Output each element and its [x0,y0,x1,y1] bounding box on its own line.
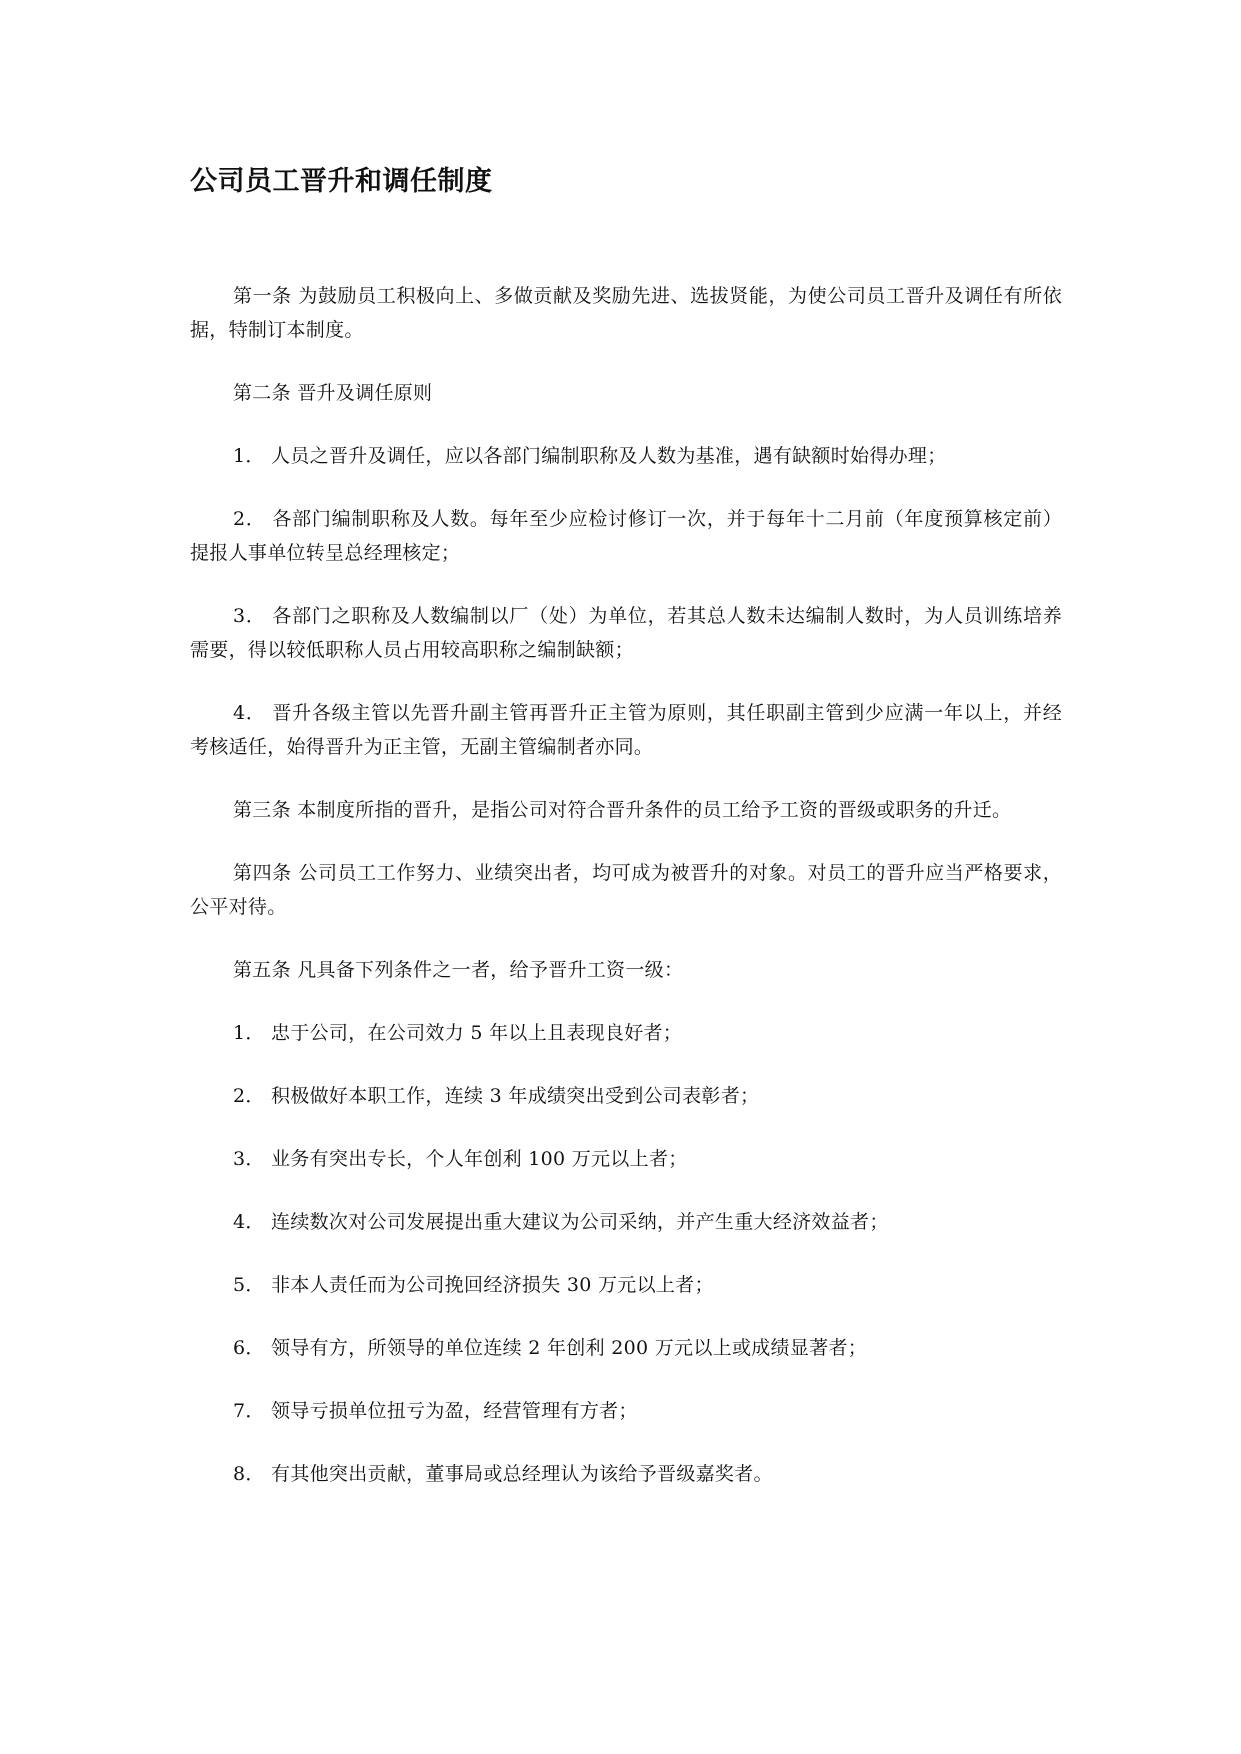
article-4: 第四条 公司员工工作努力、业绩突出者，均可成为被晋升的对象。对员工的晋升应当严格要求，公平对待。 [190,862,1062,918]
document-body [190,279,1062,1520]
article-5-item-3: 3． 业务有突出专长，个人年创利 100 万元以上者； [233,1148,688,1170]
article-2-item-3: 3． 各部门之职称及人数编制以厂（处）为单位，若其总人数未达编制人数时，为人员训练培养需要，得以较低职称人员占用较高职称之编制缺额； [190,605,1062,661]
article-5-item-5: 5． 非本人责任而为公司挽回经济损失 30 万元以上者； [233,1274,714,1296]
article-5-item-8: 8． 有其他突出贡献，董事局或总经理认为该给予晋级嘉奖者。 [233,1463,773,1485]
article-1: 第一条 为鼓励员工积极向上、多做贡献及奖励先进、选拔贤能，为使公司员工晋升及调任有所依据，特制订本制度。 [190,285,1062,341]
article-5-heading: 第五条 凡具备下列条件之一者，给予晋升工资一级： [233,959,684,981]
article-5-item-2: 2． 积极做好本职工作，连续 3 年成绩突出受到公司表彰者； [233,1085,760,1107]
article-5-item-7: 7． 领导亏损单位扭亏为盈，经营管理有方者； [233,1400,638,1422]
article-5-item-1: 1． 忠于公司，在公司效力 5 年以上且表现良好者； [233,1022,683,1044]
article-3: 第三条 本制度所指的晋升，是指公司对符合晋升条件的员工给予工资的晋级或职务的升迁。 [233,799,1012,821]
article-2-item-1: 1． 人员之晋升及调任，应以各部门编制职称及人数为基准，遇有缺额时始得办理； [233,445,947,467]
article-5-item-6: 6． 领导有方，所领导的单位连续 2 年创利 200 万元以上或成绩显著者； [233,1337,868,1359]
article-2-item-2: 2． 各部门编制职称及人数。每年至少应检讨修订一次，并于每年十二月前（年度预算核定前）提报人事单位转呈总经理核定； [190,508,1062,564]
article-5-item-4: 4． 连续数次对公司发展提出重大建议为公司采纳，并产生重大经济效益者； [233,1211,889,1233]
article-2-item-4: 4． 晋升各级主管以先晋升副主管再晋升正主管为原则，其任职副主管到少应满一年以上，并经考核适任，始得晋升为正主管，无副主管编制者亦同。 [190,702,1062,758]
document-title: 公司员工晋升和调任制度 [190,166,493,197]
article-2-heading: 第二条 晋升及调任原则 [233,382,433,404]
